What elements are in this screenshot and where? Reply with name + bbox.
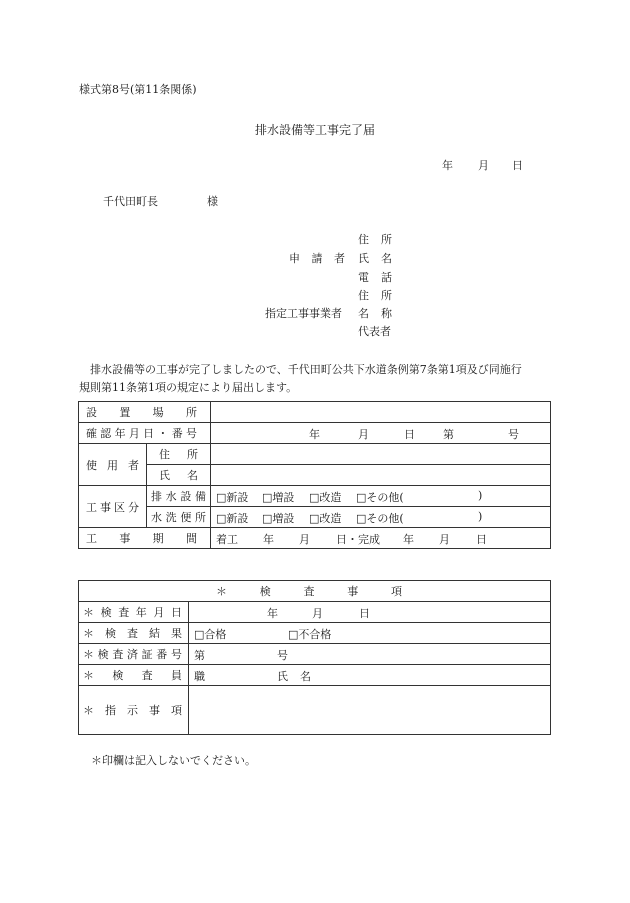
date-month: 月: [478, 159, 489, 172]
confirmation-label: 確 認 年 月 日 ・ 番 号: [79, 423, 211, 444]
inspector-row: [79, 665, 551, 686]
drainage-label: 排 水 設 備: [147, 486, 211, 507]
user-name-field[interactable]: [211, 465, 551, 486]
toilet-label: 水 洗 便 所: [147, 507, 211, 528]
addressee-name: 千代田町長: [103, 195, 158, 208]
confirmation-field[interactable]: 年 月 日 第 号: [211, 423, 551, 444]
period-label: 工 事 期 間: [79, 528, 211, 549]
user-label: 使 用 者: [79, 444, 147, 486]
form-title: 排水設備等工事完了届: [254, 123, 375, 137]
inspection-header-row: [79, 581, 551, 602]
toilet-add-checkbox[interactable]: □増設: [262, 512, 295, 525]
user-name-row: [79, 465, 551, 486]
cert-label: ＊ 検 査 済 証 番 号: [79, 644, 189, 665]
pass-checkbox[interactable]: □合格: [194, 628, 227, 641]
inspect-date-row: [79, 602, 551, 623]
applicant-name-label: 氏 名: [358, 252, 392, 265]
result-row: [79, 623, 551, 644]
inspect-date-label: ＊ 検 査 年 月 日: [79, 602, 189, 623]
addressee-honorific: 様: [207, 195, 218, 208]
instructions-field[interactable]: [189, 686, 551, 735]
drainage-add-checkbox[interactable]: □増設: [262, 491, 295, 504]
body-text-line-2: 規則第11条第1項の規定により届出します。: [79, 381, 298, 394]
contractor-label: 指定工事事業者: [265, 307, 342, 320]
location-row: [79, 402, 551, 423]
contractor-address-label: 住 所: [358, 289, 392, 302]
applicant-address-label: 住 所: [358, 233, 392, 246]
form-number: 様式第8号(第11条関係): [79, 83, 197, 96]
instructions-label: ＊ 指 示 事 項: [79, 686, 189, 735]
inspector-label: ＊ 検 査 員: [79, 665, 189, 686]
toilet-other-checkbox[interactable]: □その他(: [356, 512, 404, 525]
toilet-options: □新設 □増設 □改造 □その他( ): [211, 507, 551, 528]
fail-checkbox[interactable]: □不合格: [288, 628, 332, 641]
cert-row: [79, 644, 551, 665]
drainage-modify-checkbox[interactable]: □改造: [309, 491, 342, 504]
toilet-row: [79, 507, 551, 528]
applicant-label: 申 請 者: [289, 252, 345, 265]
user-name-label: 氏 名: [147, 465, 211, 486]
instructions-row: [79, 686, 551, 735]
drainage-new-checkbox[interactable]: □新設: [216, 491, 249, 504]
user-address-row: [79, 444, 551, 465]
drainage-row: [79, 486, 551, 507]
drainage-other-checkbox[interactable]: □その他(: [356, 491, 404, 504]
cert-field[interactable]: 第 号: [189, 644, 551, 665]
period-row: [79, 528, 551, 549]
inspector-field[interactable]: 職 氏 名: [189, 665, 551, 686]
period-field[interactable]: 着工 年 月 日・完成 年 月 日: [211, 528, 551, 549]
toilet-modify-checkbox[interactable]: □改造: [309, 512, 342, 525]
contractor-representative-label: 代表者: [358, 325, 391, 338]
user-address-label: 住 所: [147, 444, 211, 465]
inspection-table: [78, 580, 551, 735]
location-label: 設 置 場 所: [79, 402, 211, 423]
toilet-new-checkbox[interactable]: □新設: [216, 512, 249, 525]
work-type-label: 工 事 区 分: [79, 486, 147, 528]
user-address-field[interactable]: [211, 444, 551, 465]
application-table: [78, 401, 551, 549]
inspection-header: ＊ 検 査 事 項: [79, 581, 551, 602]
applicant-phone-label: 電 話: [358, 271, 392, 284]
result-label: ＊ 検 査 結 果: [79, 623, 189, 644]
date-year: 年: [442, 159, 453, 172]
footnote: ＊印欄は記入しないでください。: [91, 754, 256, 767]
inspect-date-field[interactable]: 年 月 日: [189, 602, 551, 623]
drainage-options: □新設 □増設 □改造 □その他( ): [211, 486, 551, 507]
confirmation-row: [79, 423, 551, 444]
result-field: [189, 623, 551, 644]
inspector-name-label: 氏 名: [277, 670, 311, 683]
body-text-line-1: 排水設備等の工事が完了しましたので、千代田町公共下水道条例第7条第1項及び同施行: [90, 363, 522, 376]
location-field[interactable]: [211, 402, 551, 423]
contractor-name-label: 名 称: [358, 307, 392, 320]
date-day: 日: [512, 159, 523, 172]
